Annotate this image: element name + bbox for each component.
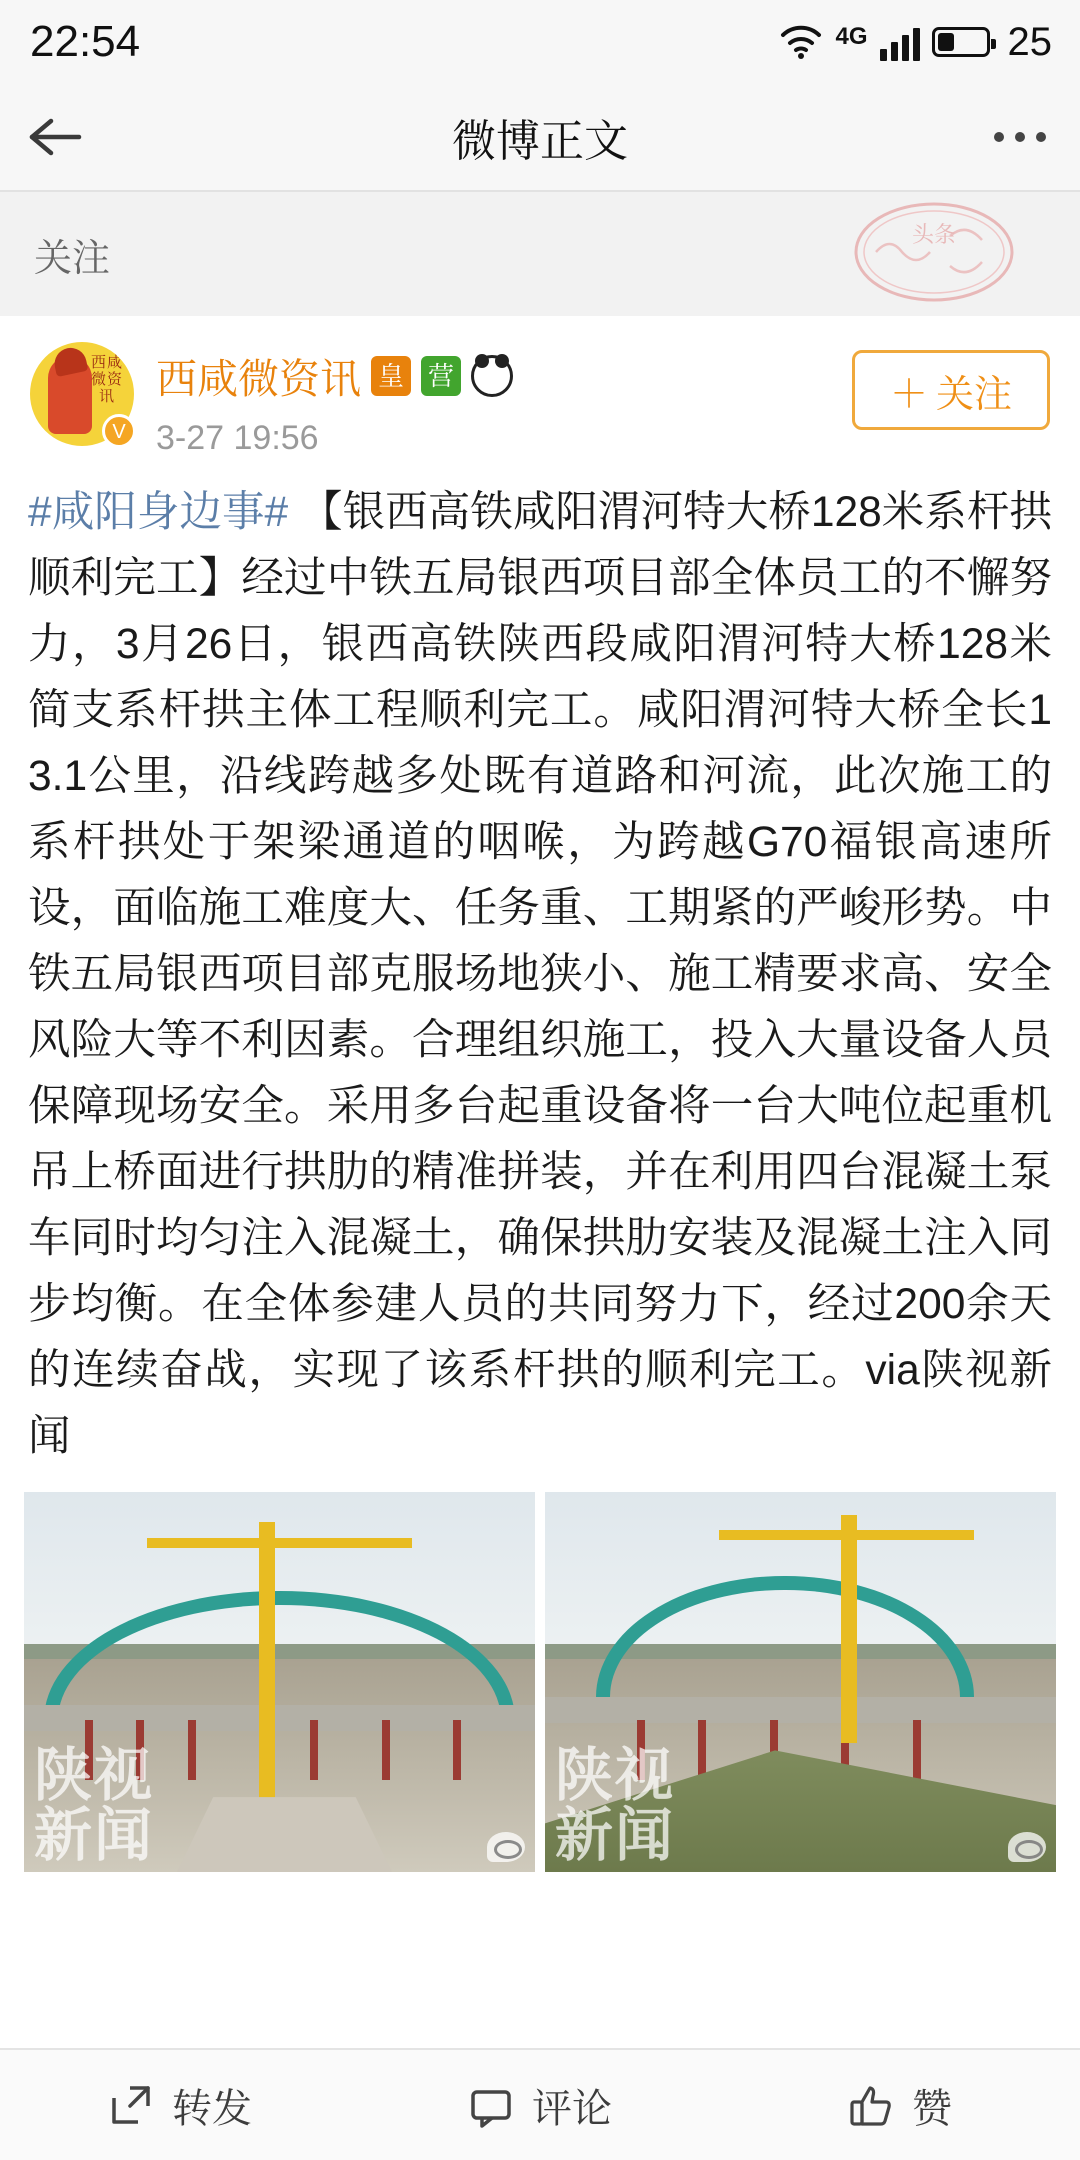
photo-watermark: 陕视 新闻	[555, 1743, 676, 1868]
status-clock: 22:54	[30, 17, 141, 66]
bottom-action-bar	[0, 2048, 1080, 2160]
post-text	[0, 458, 1080, 1470]
author-name[interactable]: 西咸微资讯	[156, 356, 361, 402]
photo-bridge-arch-road[interactable]	[24, 1492, 535, 1872]
follow-tab-strip	[0, 192, 1080, 316]
follow-button-label: 关注	[936, 373, 1013, 416]
signal-icon	[880, 23, 920, 61]
page-title: 微博正文	[452, 117, 628, 166]
post-images	[0, 1470, 1080, 1872]
comment-button[interactable]	[360, 2050, 720, 2160]
like-label: 赞	[912, 2086, 952, 2131]
author-row	[0, 316, 1080, 458]
battery-icon	[932, 27, 990, 57]
like-icon	[848, 2082, 894, 2128]
follow-button[interactable]	[852, 350, 1050, 430]
plus-icon: ＋	[889, 373, 928, 416]
avatar[interactable]	[30, 342, 134, 446]
status-bar	[0, 0, 1080, 84]
author-meta	[156, 342, 513, 458]
headline-stamp-icon	[850, 196, 1018, 308]
comment-icon	[468, 2082, 514, 2128]
repost-button[interactable]	[0, 2050, 360, 2160]
status-icons	[779, 20, 1052, 65]
post-topic-link[interactable]: #咸阳身边事#	[28, 489, 289, 536]
photo-watermark: 陕视 新闻	[34, 1743, 155, 1868]
post-text-body: 【银西高铁咸阳渭河特大桥128米系杆拱顺利完工】经过中铁五局银西项目部全体员工的不懈努力，3月26日，银西高铁陕西段咸阳渭河特大桥128米简支系杆拱主体工程顺利完工。咸阳渭河特大桥全长13.1公里，沿线跨越多处既有道路和河流，此次施工的系杆拱处于架梁通道的咽喉，为跨越G70福银高速所设，面临施工难度大、任务重、工期紧的严峻形势。中铁五局银西项目部克服场地狭小、施工精要求高、安全风险大等不利因素。合理组织施工，投入大量设备人员保障现场安全。采用多台起重设备将一台大吨位起重机吊上桥面进行拱肋的精准拼装，并在利用四台混凝土泵车同时均匀注入混凝土，确保拱肋安装及混凝土注入同步均衡。在全体参建人员的共同努力下，经过200余天的连续奋战，实现了该系杆拱的顺利完工。via陕视新闻	[28, 489, 1052, 1460]
network-type-label: 4G	[835, 23, 868, 50]
wifi-icon	[779, 23, 823, 61]
like-button[interactable]	[720, 2050, 1080, 2160]
weibo-logo-icon	[1008, 1832, 1046, 1862]
repost-icon	[108, 2082, 154, 2128]
green-v-badge-icon	[421, 356, 461, 396]
avatar-label: 西咸微资讯	[90, 354, 123, 405]
photo-bridge-arch-embankment[interactable]	[545, 1492, 1056, 1872]
post-timestamp: 3-27 19:56	[156, 419, 319, 457]
tab-follow[interactable]: 关注	[34, 237, 111, 280]
verified-badge-icon: V	[102, 414, 136, 448]
post-content	[0, 316, 1080, 2048]
comment-label: 评论	[532, 2086, 612, 2131]
panda-badge-icon	[471, 355, 513, 397]
weibo-logo-icon	[487, 1832, 525, 1862]
crown-badge-icon	[371, 356, 411, 396]
svg-text:头条: 头条	[911, 222, 957, 247]
title-bar	[0, 84, 1080, 192]
repost-label: 转发	[172, 2086, 252, 2131]
battery-percent-label: 25	[1007, 19, 1052, 64]
